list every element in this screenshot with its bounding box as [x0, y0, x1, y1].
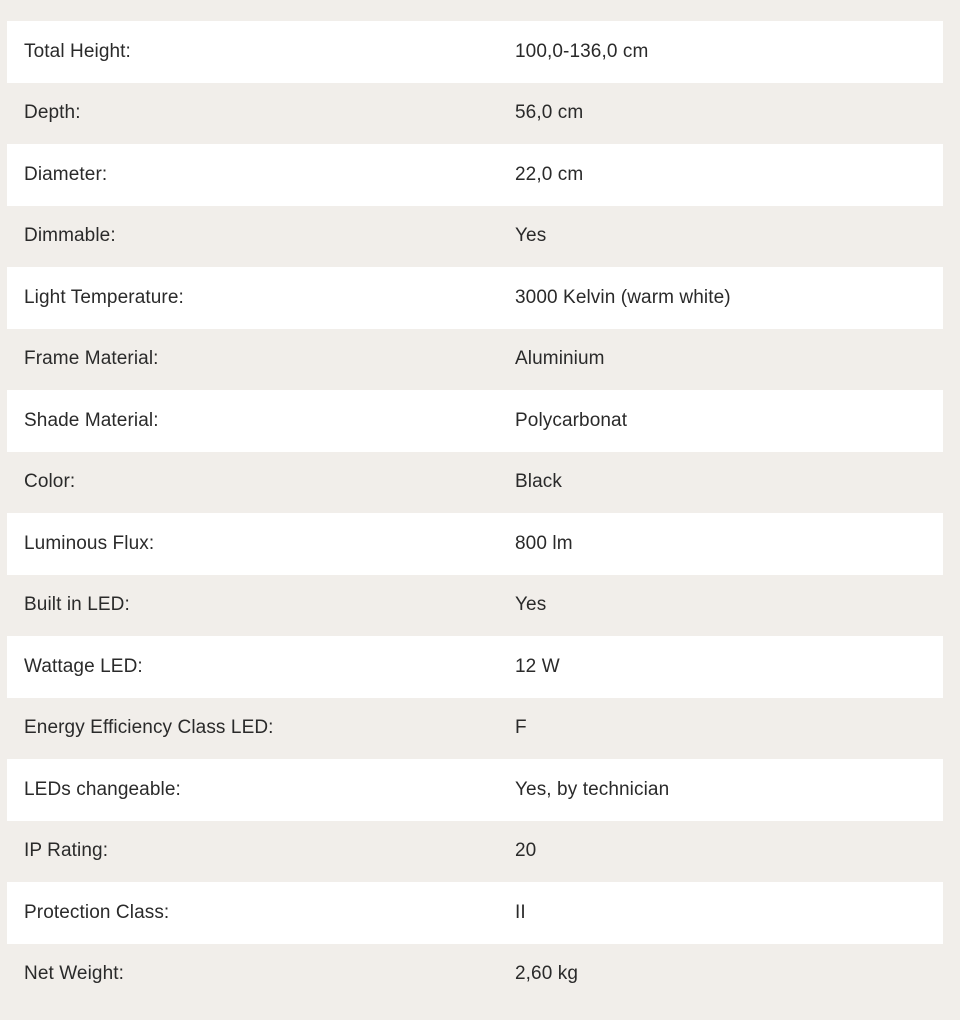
spec-row — [7, 759, 943, 821]
spec-value-protection-class: II — [515, 901, 526, 923]
spec-row — [7, 575, 943, 637]
spec-row — [7, 944, 943, 1006]
spec-table — [7, 21, 943, 1005]
spec-label-protection-class: Protection Class: — [24, 901, 170, 923]
spec-value-wattage-led: 12 W — [515, 655, 560, 677]
spec-row — [7, 390, 943, 452]
spec-row — [7, 698, 943, 760]
spec-label-built-in-led: Built in LED: — [24, 594, 130, 616]
spec-value-frame-material: Aluminium — [515, 348, 605, 370]
spec-label-shade-material: Shade Material: — [24, 409, 159, 431]
spec-row — [7, 882, 943, 944]
spec-value-shade-material: Polycarbonat — [515, 409, 628, 431]
spec-value-dimmable: Yes — [515, 225, 547, 247]
spec-value-leds-changeable: Yes, by technician — [515, 778, 670, 800]
spec-row — [7, 452, 943, 514]
spec-row — [7, 144, 943, 206]
spec-label-color: Color: — [24, 471, 76, 493]
spec-value-light-temperature: 3000 Kelvin (warm white) — [515, 286, 731, 308]
spec-value-luminous-flux: 800 lm — [515, 532, 573, 554]
spec-value-total-height: 100,0-136,0 cm — [515, 40, 649, 62]
spec-row — [7, 636, 943, 698]
spec-row — [7, 821, 943, 883]
spec-label-leds-changeable: LEDs changeable: — [24, 778, 181, 800]
spec-row — [7, 267, 943, 329]
spec-label-luminous-flux: Luminous Flux: — [24, 532, 155, 554]
spec-value-ip-rating: 20 — [515, 840, 537, 862]
spec-label-ip-rating: IP Rating: — [24, 840, 109, 862]
spec-value-depth: 56,0 cm — [515, 102, 584, 124]
spec-value-energy-efficiency: F — [515, 717, 527, 739]
spec-value-diameter: 22,0 cm — [515, 163, 584, 185]
spec-row — [7, 513, 943, 575]
spec-label-wattage-led: Wattage LED: — [24, 655, 143, 677]
spec-row — [7, 329, 943, 391]
spec-label-depth: Depth: — [24, 102, 81, 124]
spec-value-built-in-led: Yes — [515, 594, 547, 616]
spec-row — [7, 21, 943, 83]
spec-label-energy-efficiency: Energy Efficiency Class LED: — [24, 717, 274, 739]
spec-value-color: Black — [515, 471, 562, 493]
spec-label-frame-material: Frame Material: — [24, 348, 159, 370]
spec-label-diameter: Diameter: — [24, 163, 108, 185]
spec-label-light-temperature: Light Temperature: — [24, 286, 184, 308]
spec-label-total-height: Total Height: — [24, 40, 131, 62]
spec-label-dimmable: Dimmable: — [24, 225, 116, 247]
spec-value-net-weight: 2,60 kg — [515, 963, 579, 985]
spec-row — [7, 83, 943, 145]
spec-label-net-weight: Net Weight: — [24, 963, 125, 985]
spec-row — [7, 206, 943, 268]
